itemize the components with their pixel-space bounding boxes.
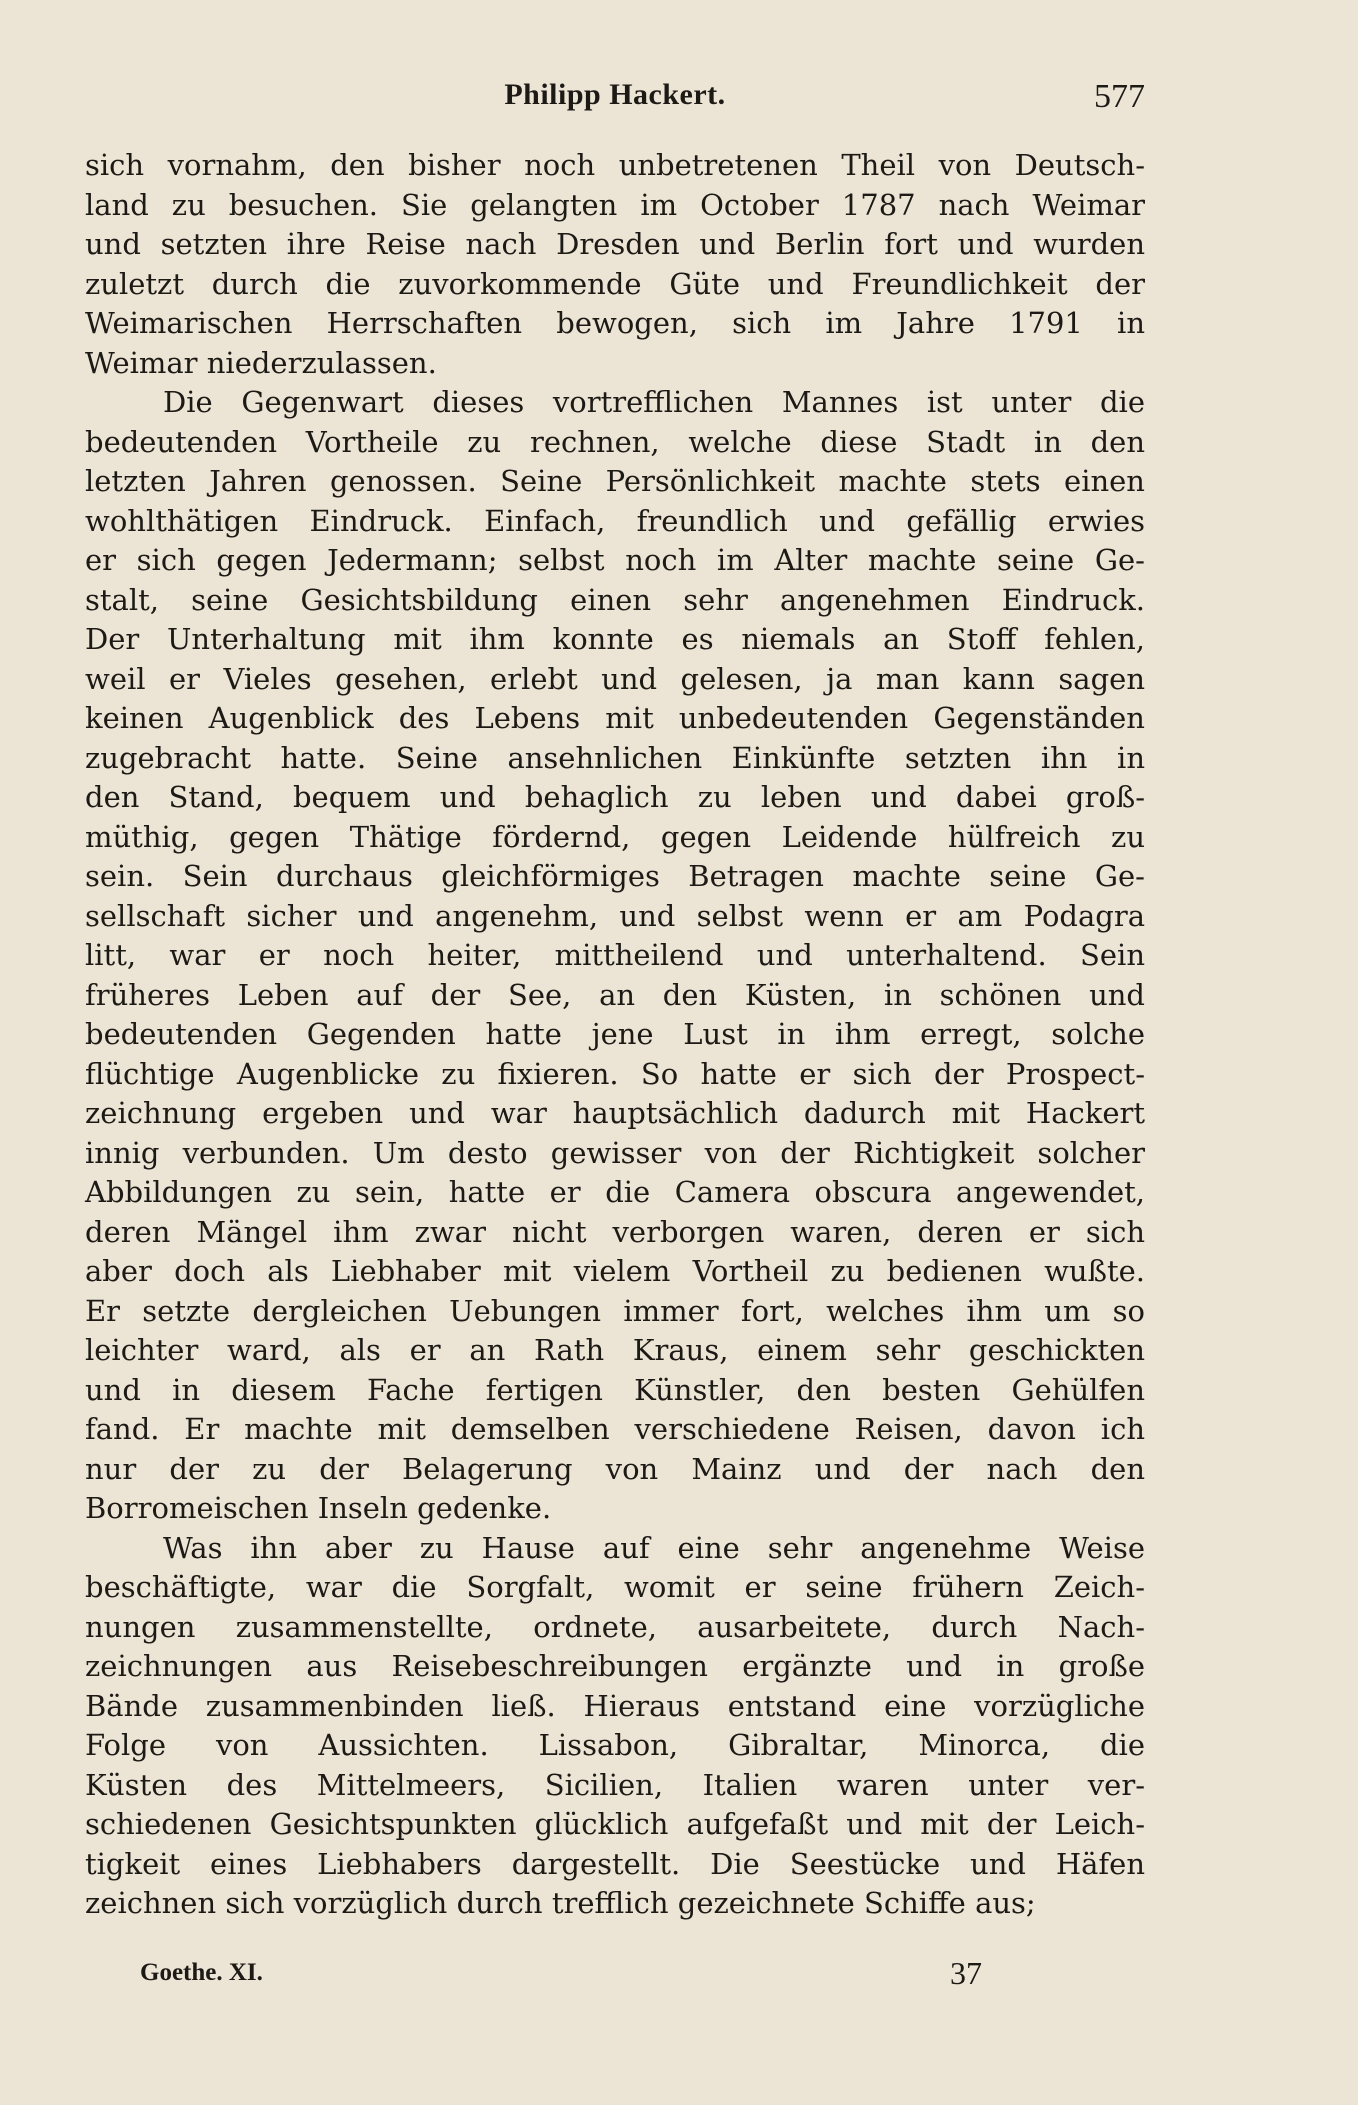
text-line: Bände zusammenbinden ließ. Hieraus entstand eine vorzügliche	[85, 1688, 1145, 1723]
text-line: Weimarischen Herrschaften bewogen, sich im Jahre 1791 in	[85, 306, 1145, 340]
text-line: keinen Augenblick des Lebens mit unbedeutenden Gegenständen	[85, 701, 1145, 735]
running-head: Philipp Hackert.	[504, 78, 726, 111]
text-line: Der Unterhaltung mit ihm konnte es niemals an Stoff fehlen,	[85, 622, 1145, 656]
text-line: flüchtige Augenblicke zu fixieren. So hatte er sich der Prospect-	[85, 1056, 1145, 1091]
text-line: bedeutenden Gegenden hatte jene Lust in ihm erregt, solche	[85, 1017, 1145, 1051]
text-line: beschäftigte, war die Sorgfalt, womit er seine frühern Zeich-	[85, 1570, 1145, 1604]
text-line: weil er Vieles gesehen, erlebt und gelesen, ja man kann sagen	[85, 661, 1145, 696]
text-line: sellschaft sicher und angenehm, und selbst wenn er am Podagra	[85, 898, 1145, 933]
body-text	[85, 146, 1145, 1924]
text-line: Was ihn aber zu Hause auf eine sehr angenehme Weise	[163, 1530, 1145, 1565]
text-line: stalt, seine Gesichtsbildung einen sehr angenehmen Eindruck.	[85, 582, 1145, 617]
text-line: zeichnen sich vorzüglich durch trefflich gezeichnete Schiffe aus;	[85, 1886, 1036, 1920]
text-line: sein. Sein durchaus gleichförmiges Betragen machte seine Ge-	[85, 859, 1145, 893]
text-line: wohlthätigen Eindruck. Einfach, freundlich und gefällig erwies	[85, 503, 1145, 538]
text-line: Küsten des Mittelmeers, Sicilien, Italien waren unter ver-	[85, 1767, 1145, 1802]
text-line: zeichnung ergeben und war hauptsächlich dadurch mit Hackert	[85, 1096, 1145, 1130]
text-line: zuletzt durch die zuvorkommende Güte und Freundlichkeit der	[85, 266, 1145, 301]
text-line: Folge von Aussichten. Lissabon, Gibraltar, Minorca, die	[85, 1728, 1145, 1762]
text-line: nur der zu der Belagerung von Mainz und der nach den	[85, 1451, 1145, 1486]
page-header	[85, 78, 1145, 128]
text-line: zugebracht hatte. Seine ansehnlichen Einkünfte setzten ihn in	[85, 740, 1145, 775]
text-line: innig verbunden. Um desto gewisser von der Richtigkeit solcher	[85, 1135, 1145, 1170]
text-line: land zu besuchen. Sie gelangten im October 1787 nach Weimar	[85, 187, 1145, 222]
text-line: er sich gegen Jedermann; selbst noch im Alter machte seine Ge-	[85, 543, 1145, 577]
text-line: Abbildungen zu sein, hatte er die Camera obscura angewendet,	[85, 1175, 1145, 1209]
text-line: Die Gegenwart dieses vortrefflichen Mannes ist unter die	[163, 385, 1145, 419]
text-line: schiedenen Gesichtspunkten glücklich aufgefaßt und mit der Leich-	[85, 1807, 1145, 1841]
text-line: und setzten ihre Reise nach Dresden und Berlin fort und wurden	[85, 227, 1145, 261]
text-line: müthig, gegen Thätige fördernd, gegen Leidende hülfreich zu	[85, 819, 1145, 854]
text-line: leichter ward, als er an Rath Kraus, einem sehr geschickten	[85, 1333, 1145, 1367]
text-line: deren Mängel ihm zwar nicht verborgen waren, deren er sich	[85, 1214, 1145, 1249]
text-line: letzten Jahren genossen. Seine Persönlichkeit machte stets einen	[85, 464, 1145, 498]
text-line: aber doch als Liebhaber mit vielem Vortheil zu bedienen wußte.	[85, 1254, 1145, 1288]
text-line: nungen zusammenstellte, ordnete, ausarbeitete, durch Nach-	[85, 1609, 1145, 1644]
text-line: zeichnungen aus Reisebeschreibungen ergänzte und in große	[85, 1649, 1145, 1683]
printer-signature: Goethe. XI.	[140, 1959, 263, 1986]
page-number: 577	[1094, 78, 1145, 115]
text-line: und in diesem Fache fertigen Künstler, den besten Gehülfen	[85, 1372, 1145, 1407]
text-line: bedeutenden Vortheile zu rechnen, welche diese Stadt in den	[85, 424, 1145, 459]
page-footer	[85, 1955, 1145, 1995]
text-line: Er setzte dergleichen Uebungen immer fort, welches ihm um so	[85, 1293, 1145, 1328]
text-line: tigkeit eines Liebhabers dargestellt. Die Seestücke und Häfen	[85, 1846, 1145, 1881]
text-line: litt, war er noch heiter, mittheilend und unterhaltend. Sein	[85, 938, 1145, 972]
text-line: früheres Leben auf der See, an den Küsten, in schönen und	[85, 977, 1145, 1012]
text-line: Weimar niederzulassen.	[85, 345, 437, 380]
text-line: sich vornahm, den bisher noch unbetretenen Theil von Deutsch-	[85, 148, 1145, 182]
text-line: den Stand, bequem und behaglich zu leben und dabei groß-	[85, 780, 1145, 814]
sheet-number: 37	[950, 1955, 982, 1991]
text-line: fand. Er machte mit demselben verschiedene Reisen, davon ich	[85, 1412, 1145, 1446]
text-line: Borromeischen Inseln gedenke.	[85, 1491, 552, 1525]
